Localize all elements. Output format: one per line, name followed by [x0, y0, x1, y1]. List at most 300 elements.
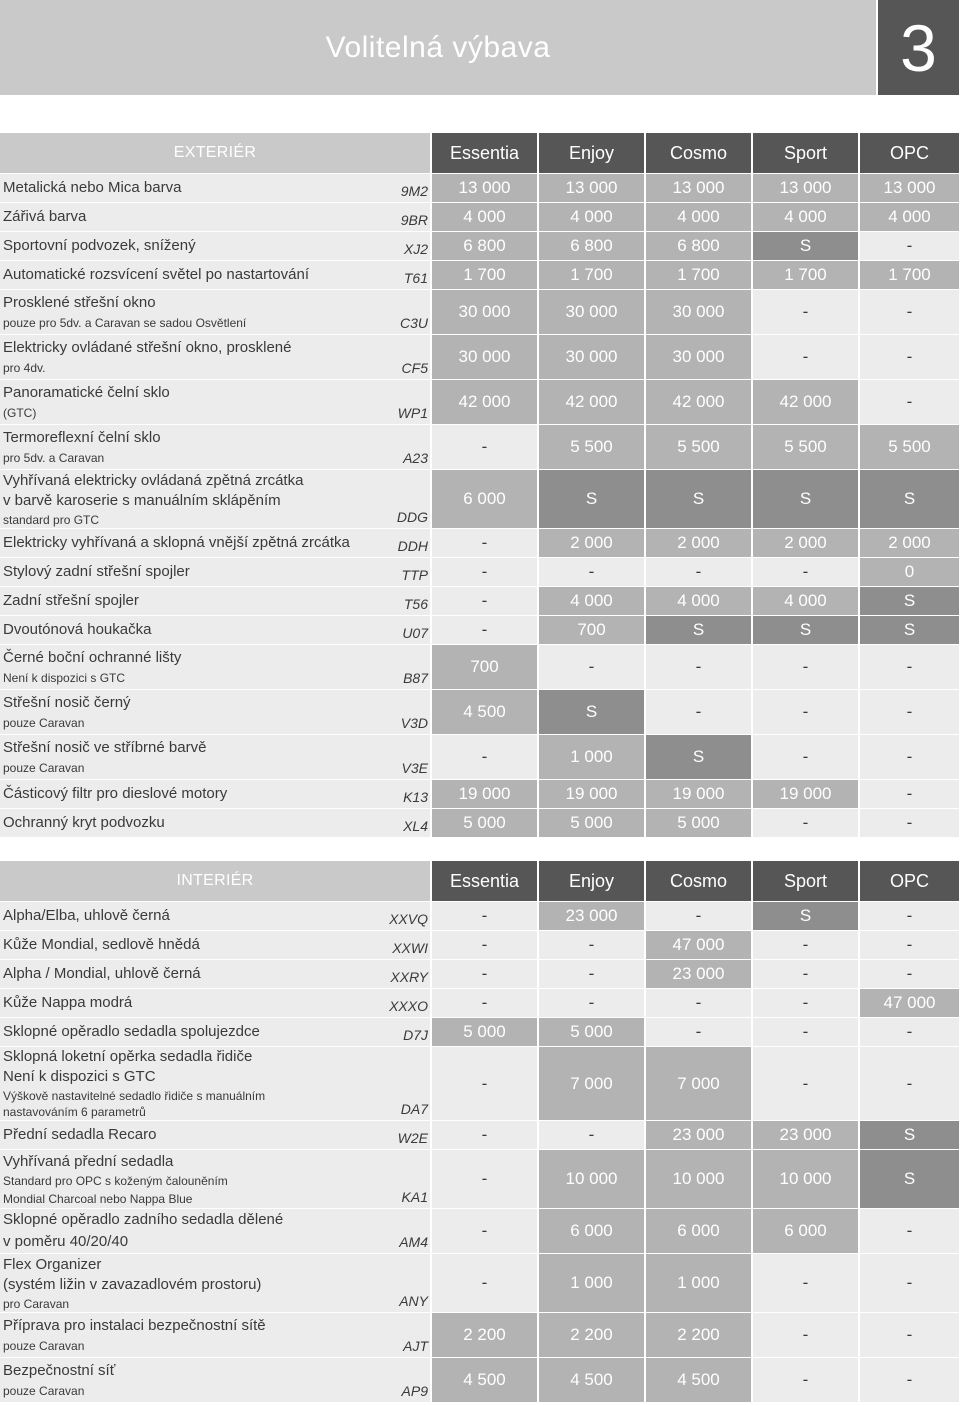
option-note: Není k dispozici s GTC [3, 671, 126, 686]
option-description [3, 470, 391, 528]
column-header-cosmo: Cosmo [646, 133, 751, 173]
option-description [3, 735, 396, 779]
option-description [3, 425, 397, 469]
price-cell-cosmo: - [646, 1018, 751, 1046]
option-description [3, 1254, 393, 1312]
price-cell-sport: - [753, 645, 858, 689]
option-label-cell [0, 645, 430, 689]
price-cell-enjoy: 2 200 [539, 1313, 644, 1357]
option-description [3, 529, 392, 557]
price-cell-enjoy: - [539, 1121, 644, 1149]
column-header-enjoy: Enjoy [539, 861, 644, 901]
option-label-cell [0, 1150, 430, 1208]
option-label-cell [0, 1358, 430, 1402]
option-name: Elektricky ovládané střešní okno, prosklené [3, 338, 292, 356]
price-cell-enjoy: 5 500 [539, 425, 644, 469]
price-cell-opc: - [860, 645, 959, 689]
price-cell-essentia: 19 000 [432, 780, 537, 808]
option-name: Bezpečnostní síť [3, 1361, 116, 1379]
option-code: V3D [400, 715, 428, 731]
price-cell-sport: 23 000 [753, 1121, 858, 1149]
option-code: 9M2 [400, 183, 428, 199]
price-cell-cosmo: 4 000 [646, 587, 751, 615]
price-cell-opc: S [860, 616, 959, 644]
option-note: Standard pro OPC s koženým čalouněním [3, 1174, 228, 1188]
option-description [3, 1121, 392, 1149]
option-description [3, 1018, 397, 1046]
option-label-cell [0, 616, 430, 644]
option-name: Není k dispozici s GTC [3, 1068, 156, 1086]
option-description [3, 558, 396, 586]
option-name: Černé boční ochranné lišty [3, 648, 182, 666]
price-cell-opc: - [860, 1047, 959, 1120]
price-cell-essentia: 30 000 [432, 290, 537, 334]
option-label-cell [0, 989, 430, 1017]
price-cell-enjoy: 30 000 [539, 290, 644, 334]
option-label-cell [0, 735, 430, 779]
column-header-essentia: Essentia [432, 861, 537, 901]
option-name: Příprava pro instalaci bezpečnostní sítě [3, 1316, 266, 1334]
option-name: Sklopné opěradlo zadního sedadla dělené [3, 1211, 284, 1229]
option-name: Metalická nebo Mica barva [3, 179, 182, 196]
price-cell-cosmo: S [646, 616, 751, 644]
option-label-cell [0, 1121, 430, 1149]
option-description [3, 1047, 395, 1120]
option-label-cell [0, 1018, 430, 1046]
price-cell-enjoy: 1 700 [539, 261, 644, 289]
option-description [3, 645, 397, 689]
price-cell-essentia: - [432, 1121, 537, 1149]
price-cell-cosmo: 2 000 [646, 529, 751, 557]
price-cell-essentia: - [432, 735, 537, 779]
price-cell-opc: 2 000 [860, 529, 959, 557]
option-note: pouze Caravan [3, 1384, 85, 1399]
option-code: K13 [403, 789, 428, 805]
option-description [3, 616, 396, 644]
option-description [3, 780, 397, 808]
column-header-essentia: Essentia [432, 133, 537, 173]
option-name: Zadní střešní spojler [3, 592, 139, 609]
column-header-sport: Sport [753, 133, 858, 173]
option-code: V3E [401, 760, 428, 776]
option-label-cell [0, 380, 430, 424]
price-cell-enjoy: 1 000 [539, 1254, 644, 1312]
option-note: standard pro GTC [3, 512, 100, 527]
price-cell-essentia: - [432, 529, 537, 557]
price-cell-enjoy: - [539, 645, 644, 689]
column-header-opc: OPC [860, 133, 959, 173]
price-cell-cosmo: 2 200 [646, 1313, 751, 1357]
price-cell-essentia: 6 000 [432, 470, 537, 528]
price-cell-essentia: - [432, 989, 537, 1017]
option-code: XJ2 [403, 241, 428, 257]
price-cell-sport: - [753, 1018, 858, 1046]
option-name: Zářivá barva [3, 208, 87, 225]
price-cell-sport: - [753, 735, 858, 779]
price-cell-sport: - [753, 558, 858, 586]
option-note: nastavováním 6 parametrů [3, 1104, 146, 1119]
option-code: XXRY [390, 969, 428, 985]
option-label-cell [0, 203, 430, 231]
option-label-cell [0, 425, 430, 469]
option-label-cell [0, 558, 430, 586]
price-cell-opc: 47 000 [860, 989, 959, 1017]
price-cell-opc: S [860, 1121, 959, 1149]
section-title: EXTERIÉR [0, 133, 430, 173]
price-cell-sport: - [753, 1254, 858, 1312]
option-description [3, 1150, 396, 1208]
option-code: XXVQ [389, 911, 428, 927]
option-code: DDH [397, 538, 428, 554]
column-header-sport: Sport [753, 861, 858, 901]
price-cell-cosmo: - [646, 558, 751, 586]
exterior-price-table [0, 133, 960, 837]
price-cell-opc: - [860, 1209, 959, 1253]
price-cell-enjoy: - [539, 558, 644, 586]
price-cell-essentia: - [432, 1254, 537, 1312]
option-description [3, 1209, 393, 1253]
option-name: (systém ližin v zavazadlovém prostoru) [3, 1276, 262, 1293]
option-note: pouze Caravan [3, 1339, 85, 1354]
price-cell-opc: - [860, 960, 959, 988]
option-name: Přední sedadla Recaro [3, 1126, 157, 1143]
option-label-cell [0, 470, 430, 528]
option-label-cell [0, 931, 430, 959]
option-code: W2E [397, 1130, 428, 1146]
option-code: XL4 [403, 818, 428, 834]
price-cell-enjoy: 6 000 [539, 1209, 644, 1253]
price-cell-essentia: 5 000 [432, 1018, 537, 1046]
interior-section [0, 861, 960, 1402]
option-label-cell [0, 780, 430, 808]
price-cell-enjoy: 42 000 [539, 380, 644, 424]
option-name: Ochranný kryt podvozku [3, 814, 165, 831]
option-code: A23 [403, 450, 428, 466]
option-code: T56 [403, 596, 428, 612]
price-cell-opc: - [860, 380, 959, 424]
price-cell-cosmo: 42 000 [646, 380, 751, 424]
option-code: U07 [402, 625, 428, 641]
price-cell-cosmo: - [646, 989, 751, 1017]
price-cell-opc: - [860, 1313, 959, 1357]
option-code: AM4 [399, 1234, 428, 1250]
price-cell-essentia: - [432, 1047, 537, 1120]
price-cell-enjoy: 23 000 [539, 902, 644, 930]
price-cell-opc: 0 [860, 558, 959, 586]
option-name: Stylový zadní střešní spojler [3, 563, 190, 580]
price-cell-sport: 2 000 [753, 529, 858, 557]
price-cell-enjoy: 30 000 [539, 335, 644, 379]
option-label-cell [0, 960, 430, 988]
price-cell-cosmo: 6 800 [646, 232, 751, 260]
option-description [3, 902, 383, 930]
option-description [3, 380, 392, 424]
option-name: Termoreflexní čelní sklo [3, 428, 161, 446]
option-name: Kůže Nappa modrá [3, 994, 133, 1011]
price-cell-enjoy: S [539, 690, 644, 734]
option-code: ANY [399, 1293, 428, 1309]
price-cell-enjoy: 5 000 [539, 809, 644, 837]
price-cell-sport: S [753, 470, 858, 528]
price-cell-essentia: 1 700 [432, 261, 537, 289]
option-description [3, 1358, 396, 1402]
option-name: Flex Organizer [3, 1255, 102, 1273]
price-cell-enjoy: 6 800 [539, 232, 644, 260]
option-code: AJT [403, 1338, 428, 1354]
option-name: Alpha/Elba, uhlově černá [3, 907, 170, 924]
price-cell-sport: - [753, 1358, 858, 1402]
option-note: pouze Caravan [3, 761, 85, 776]
price-cell-essentia: 13 000 [432, 174, 537, 202]
option-description [3, 203, 395, 231]
price-cell-sport: - [753, 960, 858, 988]
price-cell-opc: - [860, 232, 959, 260]
price-cell-essentia: - [432, 902, 537, 930]
price-cell-opc: 5 500 [860, 425, 959, 469]
price-cell-cosmo: 1 000 [646, 1254, 751, 1312]
price-cell-sport: - [753, 1313, 858, 1357]
exterior-section [0, 133, 960, 837]
option-note: (GTC) [3, 406, 37, 421]
option-code: KA1 [401, 1189, 428, 1205]
option-label-cell [0, 902, 430, 930]
option-note: pouze pro 5dv. a Caravan se sadou Osvětlení [3, 316, 247, 331]
price-cell-enjoy: - [539, 931, 644, 959]
price-cell-enjoy: S [539, 470, 644, 528]
option-description [3, 960, 384, 988]
price-cell-opc: - [860, 290, 959, 334]
price-cell-cosmo: S [646, 470, 751, 528]
price-cell-sport: 13 000 [753, 174, 858, 202]
price-cell-enjoy: 19 000 [539, 780, 644, 808]
price-cell-opc: - [860, 902, 959, 930]
price-cell-essentia: - [432, 1209, 537, 1253]
price-cell-essentia: 4 000 [432, 203, 537, 231]
price-cell-sport: 4 000 [753, 587, 858, 615]
option-code: T61 [403, 270, 428, 286]
option-name: Dvoutónová houkačka [3, 621, 152, 638]
option-note: Výškově nastavitelné sedadlo řidiče s manuálním [3, 1088, 266, 1103]
price-cell-cosmo: S [646, 735, 751, 779]
price-cell-opc: 1 700 [860, 261, 959, 289]
price-cell-essentia: 700 [432, 645, 537, 689]
price-cell-sport: 6 000 [753, 1209, 858, 1253]
option-label-cell [0, 335, 430, 379]
price-cell-sport: 1 700 [753, 261, 858, 289]
option-label-cell [0, 1254, 430, 1312]
price-cell-enjoy: 4 500 [539, 1358, 644, 1402]
price-cell-cosmo: 5 500 [646, 425, 751, 469]
option-name: Elektricky vyhřívaná a sklopná vnější zpětná zrcátka [3, 534, 350, 551]
option-name: Automatické rozsvícení světel po nastartování [3, 266, 309, 283]
option-note: pro 5dv. a Caravan [3, 451, 105, 466]
price-cell-essentia: 2 200 [432, 1313, 537, 1357]
option-code: C3U [399, 315, 428, 331]
price-cell-sport: - [753, 1047, 858, 1120]
price-cell-sport: - [753, 809, 858, 837]
price-cell-essentia: 5 000 [432, 809, 537, 837]
option-name: v poměru 40/20/40 [3, 1232, 129, 1250]
option-note: pro Caravan [3, 1296, 70, 1311]
option-name: Střešní nosič ve stříbrné barvě [3, 738, 207, 756]
option-name: Částicový filtr pro dieslové motory [3, 785, 228, 802]
price-cell-sport: 42 000 [753, 380, 858, 424]
price-cell-cosmo: 13 000 [646, 174, 751, 202]
option-name: Panoramatické čelní sklo [3, 383, 170, 401]
price-cell-opc: - [860, 931, 959, 959]
price-cell-opc: S [860, 470, 959, 528]
option-label-cell [0, 1047, 430, 1120]
option-code: D7J [403, 1027, 428, 1043]
price-cell-opc: - [860, 735, 959, 779]
option-label-cell [0, 261, 430, 289]
price-cell-sport: 10 000 [753, 1150, 858, 1208]
price-cell-essentia: 30 000 [432, 335, 537, 379]
option-name: Sklopná loketní opěrka sedadla řidiče [3, 1048, 253, 1066]
price-cell-opc: 4 000 [860, 203, 959, 231]
option-code: 9BR [400, 212, 428, 228]
price-cell-cosmo: 4 500 [646, 1358, 751, 1402]
price-cell-cosmo: - [646, 690, 751, 734]
option-label-cell [0, 587, 430, 615]
section-title: INTERIÉR [0, 861, 430, 901]
option-note: pouze Caravan [3, 716, 85, 731]
option-code: XXWI [392, 940, 428, 956]
price-cell-enjoy: 700 [539, 616, 644, 644]
price-cell-essentia: - [432, 616, 537, 644]
price-cell-cosmo: 6 000 [646, 1209, 751, 1253]
price-cell-enjoy: 13 000 [539, 174, 644, 202]
price-cell-sport: S [753, 902, 858, 930]
price-cell-sport: - [753, 931, 858, 959]
column-header-cosmo: Cosmo [646, 861, 751, 901]
option-code: CF5 [401, 360, 428, 376]
option-description [3, 989, 383, 1017]
price-cell-sport: - [753, 290, 858, 334]
price-cell-cosmo: - [646, 645, 751, 689]
option-description [3, 174, 395, 202]
price-cell-enjoy: 2 000 [539, 529, 644, 557]
option-code: XXXO [389, 998, 428, 1014]
price-cell-essentia: 6 800 [432, 232, 537, 260]
price-cell-cosmo: 23 000 [646, 960, 751, 988]
price-cell-essentia: - [432, 931, 537, 959]
price-cell-essentia: - [432, 587, 537, 615]
price-cell-opc: - [860, 1254, 959, 1312]
price-cell-cosmo: 30 000 [646, 290, 751, 334]
option-name: Vyhřívaná přední sedadla [3, 1152, 174, 1170]
price-cell-essentia: 4 500 [432, 690, 537, 734]
price-cell-sport: 19 000 [753, 780, 858, 808]
price-cell-opc: - [860, 809, 959, 837]
price-cell-essentia: - [432, 425, 537, 469]
price-cell-sport: 4 000 [753, 203, 858, 231]
price-cell-cosmo: 4 000 [646, 203, 751, 231]
price-cell-opc: 13 000 [860, 174, 959, 202]
option-label-cell [0, 290, 430, 334]
option-name: Sportovní podvozek, snížený [3, 237, 196, 254]
price-cell-opc: S [860, 587, 959, 615]
option-name: Střešní nosič černý [3, 693, 131, 711]
option-name: Prosklené střešní okno [3, 293, 156, 311]
price-cell-essentia: - [432, 1150, 537, 1208]
option-code: WP1 [397, 405, 428, 421]
price-cell-enjoy: - [539, 960, 644, 988]
price-cell-cosmo: 10 000 [646, 1150, 751, 1208]
option-name: Kůže Mondial, sedlově hnědá [3, 936, 200, 953]
option-name: Vyhřívaná elektricky ovládaná zpětná zrcátka [3, 471, 304, 489]
option-description [3, 587, 398, 615]
price-cell-opc: - [860, 335, 959, 379]
option-description [3, 261, 398, 289]
price-cell-enjoy: - [539, 989, 644, 1017]
option-name: Alpha / Mondial, uhlově černá [3, 965, 201, 982]
price-cell-opc: - [860, 690, 959, 734]
option-note: Mondial Charcoal nebo Nappa Blue [3, 1191, 193, 1206]
price-cell-sport: - [753, 989, 858, 1017]
option-code: AP9 [401, 1383, 428, 1399]
price-cell-enjoy: 5 000 [539, 1018, 644, 1046]
option-label-cell [0, 809, 430, 837]
price-cell-sport: S [753, 616, 858, 644]
price-cell-enjoy: 7 000 [539, 1047, 644, 1120]
option-note: pro 4dv. [3, 361, 46, 376]
option-description [3, 335, 396, 379]
price-cell-enjoy: 10 000 [539, 1150, 644, 1208]
price-cell-opc: - [860, 780, 959, 808]
option-name: Sklopné opěradlo sedadla spolujezdce [3, 1023, 260, 1040]
option-description [3, 809, 397, 837]
price-cell-opc: - [860, 1018, 959, 1046]
price-cell-enjoy: 4 000 [539, 203, 644, 231]
interior-price-table [0, 861, 960, 1402]
option-description [3, 232, 398, 260]
price-cell-cosmo: 23 000 [646, 1121, 751, 1149]
price-cell-enjoy: 1 000 [539, 735, 644, 779]
option-code: B87 [403, 670, 428, 686]
price-cell-enjoy: 4 000 [539, 587, 644, 615]
option-label-cell [0, 690, 430, 734]
option-name: v barvě karoserie s manuálním sklápěním [3, 492, 281, 509]
price-cell-sport: 5 500 [753, 425, 858, 469]
price-cell-sport: - [753, 690, 858, 734]
price-cell-cosmo: 47 000 [646, 931, 751, 959]
price-cell-essentia: 4 500 [432, 1358, 537, 1402]
price-cell-opc: - [860, 1358, 959, 1402]
option-code: TTP [401, 567, 428, 583]
option-label-cell [0, 529, 430, 557]
price-cell-cosmo: 1 700 [646, 261, 751, 289]
price-cell-opc: S [860, 1150, 959, 1208]
price-cell-cosmo: 30 000 [646, 335, 751, 379]
option-label-cell [0, 174, 430, 202]
price-cell-sport: S [753, 232, 858, 260]
price-cell-essentia: - [432, 960, 537, 988]
page-title: Volitelná výbava [325, 30, 551, 64]
option-code: DDG [396, 509, 428, 525]
price-cell-sport: - [753, 335, 858, 379]
page-number: 3 [900, 10, 937, 85]
option-description [3, 290, 394, 334]
price-cell-cosmo: 5 000 [646, 809, 751, 837]
option-description [3, 1313, 397, 1357]
option-label-cell [0, 232, 430, 260]
price-cell-cosmo: 19 000 [646, 780, 751, 808]
option-description [3, 690, 395, 734]
column-header-opc: OPC [860, 861, 959, 901]
price-cell-cosmo: - [646, 902, 751, 930]
option-code: DA7 [400, 1101, 428, 1117]
